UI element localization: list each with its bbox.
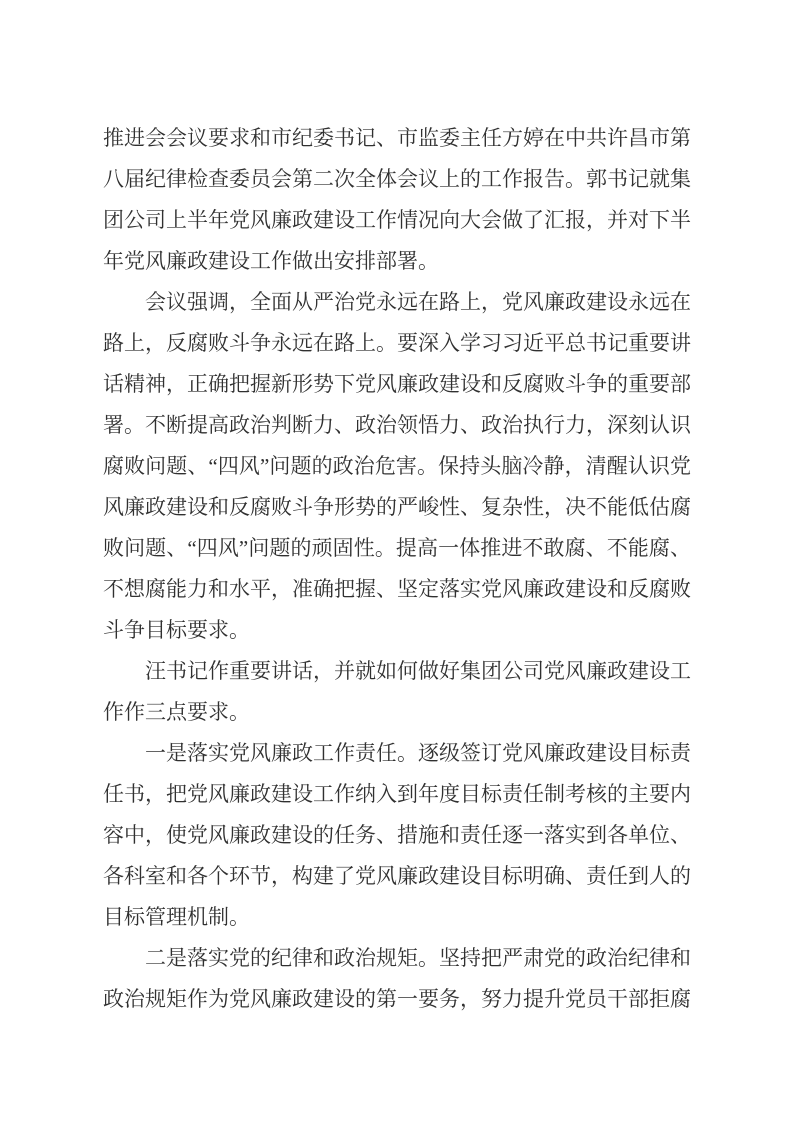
- paragraph-4: 一是落实党风廉政工作责任。逐级签订党风廉政建设目标责任书，把党风廉政建设工作纳入到年度目标责任制考核的主要内容中，使党风廉政建设的任务、措施和责任逐一落实到各单位、各科室和各个环节，构建了党风廉政建设目标明确、责任到人的目标管理机制。: [103, 741, 691, 929]
- paragraph-5: 二是落实党的纪律和政治规矩。坚持把严肃党的政治纪律和政治规矩作为党风廉政建设的第一要务，努力提升党员干部拒腐: [103, 946, 691, 1011]
- paragraph-1: 推进会会议要求和市纪委书记、市监委主任方婷在中共许昌市第八届纪律检查委员会第二次全体会议上的工作报告。郭书记就集团公司上半年党风廉政建设工作情况向大会做了汇报，并对下半年党风廉政建设工作做出安排部署。: [103, 126, 691, 273]
- paragraph-2: 会议强调，全面从严治党永远在路上，党风廉政建设永远在路上，反腐败斗争永远在路上。要深入学习习近平总书记重要讲话精神，正确把握新形势下党风廉政建设和反腐败斗争的重要部署。不断提高政治判断力、政治领悟力、政治执行力，深刻认识腐败问题、“四风”问题的政治危害。保持头脑冷静，清醒认识党风廉政建设和反腐败斗争形势的严峻性、复杂性，决不能低估腐败问题、“四风”问题的顽固性。提高一体推进不敢腐、不能腐、不想腐能力和水平，准确把握、坚定落实党风廉政建设和反腐败斗争目标要求。: [103, 290, 691, 642]
- paragraph-3: 汪书记作重要讲话，并就如何做好集团公司党风廉政建设工作作三点要求。: [103, 659, 691, 724]
- document-body-text: [103, 118, 691, 1020]
